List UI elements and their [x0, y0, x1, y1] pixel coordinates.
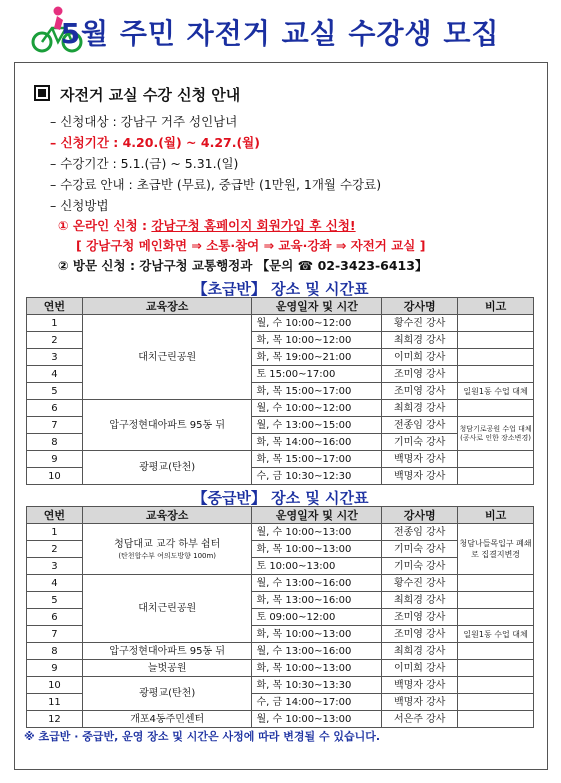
- col-header-time: 운영일자 및 시간: [252, 507, 382, 524]
- row-no: 4: [27, 366, 83, 383]
- col-header-note: 비고: [458, 507, 534, 524]
- teacher-cell: 백명자 강사: [382, 694, 458, 711]
- guide-line-fee: – 수강료 안내 : 초급반 (무료), 중급반 (1만원, 1개월 수강료): [50, 177, 382, 192]
- col-header-place: 교육장소: [82, 298, 252, 315]
- teacher-cell: 조미영 강사: [382, 609, 458, 626]
- note-cell: [458, 451, 534, 468]
- teacher-cell: 조미영 강사: [382, 626, 458, 643]
- col-header-time: 운영일자 및 시간: [252, 298, 382, 315]
- col-header-place: 교육장소: [82, 507, 252, 524]
- row-no: 9: [27, 660, 83, 677]
- place-cell: 압구정현대아파트 95동 뒤: [82, 400, 252, 451]
- teacher-cell: 백명자 강사: [382, 451, 458, 468]
- teacher-cell: 전종임 강사: [382, 417, 458, 434]
- teacher-cell: 서은주 강사: [382, 711, 458, 728]
- guide-line-target: – 신청대상 : 강남구 거주 성인남녀: [50, 114, 238, 129]
- table-row: [27, 400, 534, 417]
- guide-line-method: – 신청방법: [50, 198, 109, 213]
- note-cell: 일원1동 수업 대체: [458, 383, 534, 400]
- note-cell: [458, 315, 534, 332]
- time-cell: 화, 목 15:00~17:00: [252, 451, 382, 468]
- online-apply-link[interactable]: 강남구청 홈페이지 회원가입 후 신청!: [151, 218, 356, 233]
- col-header-teacher: 강사명: [382, 507, 458, 524]
- square-bullet-icon: [34, 85, 50, 101]
- table-header-row: [27, 298, 534, 315]
- teacher-cell: 조미영 강사: [382, 366, 458, 383]
- place-cell: 광평교(탄천): [82, 677, 252, 711]
- note-cell: [458, 677, 534, 694]
- place-cell: 대치근린공원: [82, 315, 252, 400]
- intermediate-schedule-table: [26, 506, 534, 728]
- row-no: 7: [27, 417, 83, 434]
- teacher-cell: 최희경 강사: [382, 643, 458, 660]
- note-cell: [458, 575, 534, 592]
- time-cell: 수, 금 14:00~17:00: [252, 694, 382, 711]
- place-cell: 개포4동주민센터: [82, 711, 252, 728]
- table-row: [27, 660, 534, 677]
- place-cell: 압구정현대아파트 95동 뒤: [82, 643, 252, 660]
- teacher-cell: 기미숙 강사: [382, 558, 458, 575]
- time-cell: 토 10:00~13:00: [252, 558, 382, 575]
- col-header-note: 비고: [458, 298, 534, 315]
- time-cell: 화, 목 10:00~13:00: [252, 626, 382, 643]
- table-row: [27, 451, 534, 468]
- note-cell: [458, 332, 534, 349]
- time-cell: 화, 목 10:00~13:00: [252, 541, 382, 558]
- col-header-no: 연번: [27, 507, 83, 524]
- online-apply-path: [ 강남구청 메인화면 ⇒ 소통·참여 ⇒ 교육·강좌 ⇒ 자전거 교실 ]: [76, 238, 426, 253]
- time-cell: 화, 목 10:00~12:00: [252, 332, 382, 349]
- time-cell: 토 15:00~17:00: [252, 366, 382, 383]
- teacher-cell: 최희경 강사: [382, 592, 458, 609]
- time-cell: 화, 목 10:30~13:30: [252, 677, 382, 694]
- note-cell: [458, 660, 534, 677]
- row-no: 10: [27, 677, 83, 694]
- table-row: [27, 643, 534, 660]
- teacher-cell: 황수진 강사: [382, 315, 458, 332]
- time-cell: 월, 수 13:00~15:00: [252, 417, 382, 434]
- time-cell: 화, 목 19:00~21:00: [252, 349, 382, 366]
- teacher-cell: 백명자 강사: [382, 677, 458, 694]
- row-no: 1: [27, 524, 83, 541]
- time-cell: 화, 목 10:00~13:00: [252, 660, 382, 677]
- note-cell: [458, 643, 534, 660]
- teacher-cell: 최희경 강사: [382, 332, 458, 349]
- note-cell: 청담나들목입구 폐쇄로 집결지변경: [458, 524, 534, 575]
- teacher-cell: 백명자 강사: [382, 468, 458, 485]
- place-cell: 광평교(탄천): [82, 451, 252, 485]
- row-no: 12: [27, 711, 83, 728]
- teacher-cell: 황수진 강사: [382, 575, 458, 592]
- note-cell: [458, 349, 534, 366]
- online-apply-label: ① 온라인 신청 :: [58, 218, 148, 233]
- teacher-cell: 이미희 강사: [382, 349, 458, 366]
- row-no: 8: [27, 434, 83, 451]
- time-cell: 월, 수 10:00~13:00: [252, 524, 382, 541]
- row-no: 6: [27, 609, 83, 626]
- intermediate-table-heading: 【중급반】 장소 및 시간표: [192, 489, 369, 507]
- row-no: 11: [27, 694, 83, 711]
- time-cell: 화, 목 13:00~16:00: [252, 592, 382, 609]
- time-cell: 화, 목 14:00~16:00: [252, 434, 382, 451]
- teacher-cell: 전종임 강사: [382, 524, 458, 541]
- row-no: 10: [27, 468, 83, 485]
- page-title-bar: [40, 6, 520, 58]
- note-cell: [458, 711, 534, 728]
- note-cell: 청담기로공원 수업 대체 (공사로 인한 장소변경): [458, 417, 534, 451]
- time-cell: 월, 수 10:00~12:00: [252, 315, 382, 332]
- row-no: 4: [27, 575, 83, 592]
- table-row: [27, 315, 534, 332]
- row-no: 3: [27, 558, 83, 575]
- time-cell: 화, 목 15:00~17:00: [252, 383, 382, 400]
- place-detail: (탄천합수부 여의도방향 100m): [118, 552, 217, 560]
- place-cell: 대치근린공원: [82, 575, 252, 643]
- basic-schedule-table: [26, 297, 534, 485]
- row-no: 6: [27, 400, 83, 417]
- note-cell: [458, 468, 534, 485]
- teacher-cell: 기미숙 강사: [382, 434, 458, 451]
- guide-line-course: – 수강기간 : 5.1.(금) ~ 5.31.(일): [50, 156, 239, 171]
- time-cell: 월, 수 13:00~16:00: [252, 575, 382, 592]
- note-cell: [458, 694, 534, 711]
- note-cell: [458, 366, 534, 383]
- col-header-teacher: 강사명: [382, 298, 458, 315]
- time-cell: 수, 금 10:30~12:30: [252, 468, 382, 485]
- row-no: 7: [27, 626, 83, 643]
- row-no: 2: [27, 332, 83, 349]
- note-cell: 일원1동 수업 대체: [458, 626, 534, 643]
- place-name: 청담대교 교각 하부 쉼터: [114, 539, 221, 550]
- teacher-cell: 최희경 강사: [382, 400, 458, 417]
- row-no: 5: [27, 592, 83, 609]
- teacher-cell: 조미영 강사: [382, 383, 458, 400]
- row-no: 8: [27, 643, 83, 660]
- row-no: 9: [27, 451, 83, 468]
- row-no: 5: [27, 383, 83, 400]
- time-cell: 월, 수 10:00~13:00: [252, 711, 382, 728]
- row-no: 3: [27, 349, 83, 366]
- table-row: [27, 524, 534, 541]
- note-cell: [458, 609, 534, 626]
- time-cell: 토 09:00~12:00: [252, 609, 382, 626]
- note-cell: [458, 592, 534, 609]
- page-title: 5월 주민 자전거 교실 수강생 모집: [60, 17, 500, 50]
- place-cell: [82, 524, 252, 575]
- note-cell: [458, 400, 534, 417]
- table-row: [27, 575, 534, 592]
- footnote: ※ 초급반 · 중급반, 운영 장소 및 시간은 사정에 따라 변경될 수 있습니다.: [24, 730, 381, 743]
- teacher-cell: 기미숙 강사: [382, 541, 458, 558]
- guide-line-period: – 신청기간 : 4.20.(월) ~ 4.27.(월): [50, 135, 260, 150]
- row-no: 1: [27, 315, 83, 332]
- table-header-row: [27, 507, 534, 524]
- row-no: 2: [27, 541, 83, 558]
- table-row: [27, 677, 534, 694]
- col-header-no: 연번: [27, 298, 83, 315]
- online-apply: [58, 216, 356, 234]
- visit-apply: ② 방문 신청 : 강남구청 교통행정과 【문의 ☎ 02-3423-6413】: [58, 258, 428, 273]
- table-row: [27, 711, 534, 728]
- time-cell: 월, 수 10:00~12:00: [252, 400, 382, 417]
- guide-heading: 자전거 교실 수강 신청 안내: [34, 84, 240, 105]
- time-cell: 월, 수 13:00~16:00: [252, 643, 382, 660]
- teacher-cell: 이미희 강사: [382, 660, 458, 677]
- basic-table-heading: 【초급반】 장소 및 시간표: [192, 280, 369, 298]
- place-cell: 늘벗공원: [82, 660, 252, 677]
